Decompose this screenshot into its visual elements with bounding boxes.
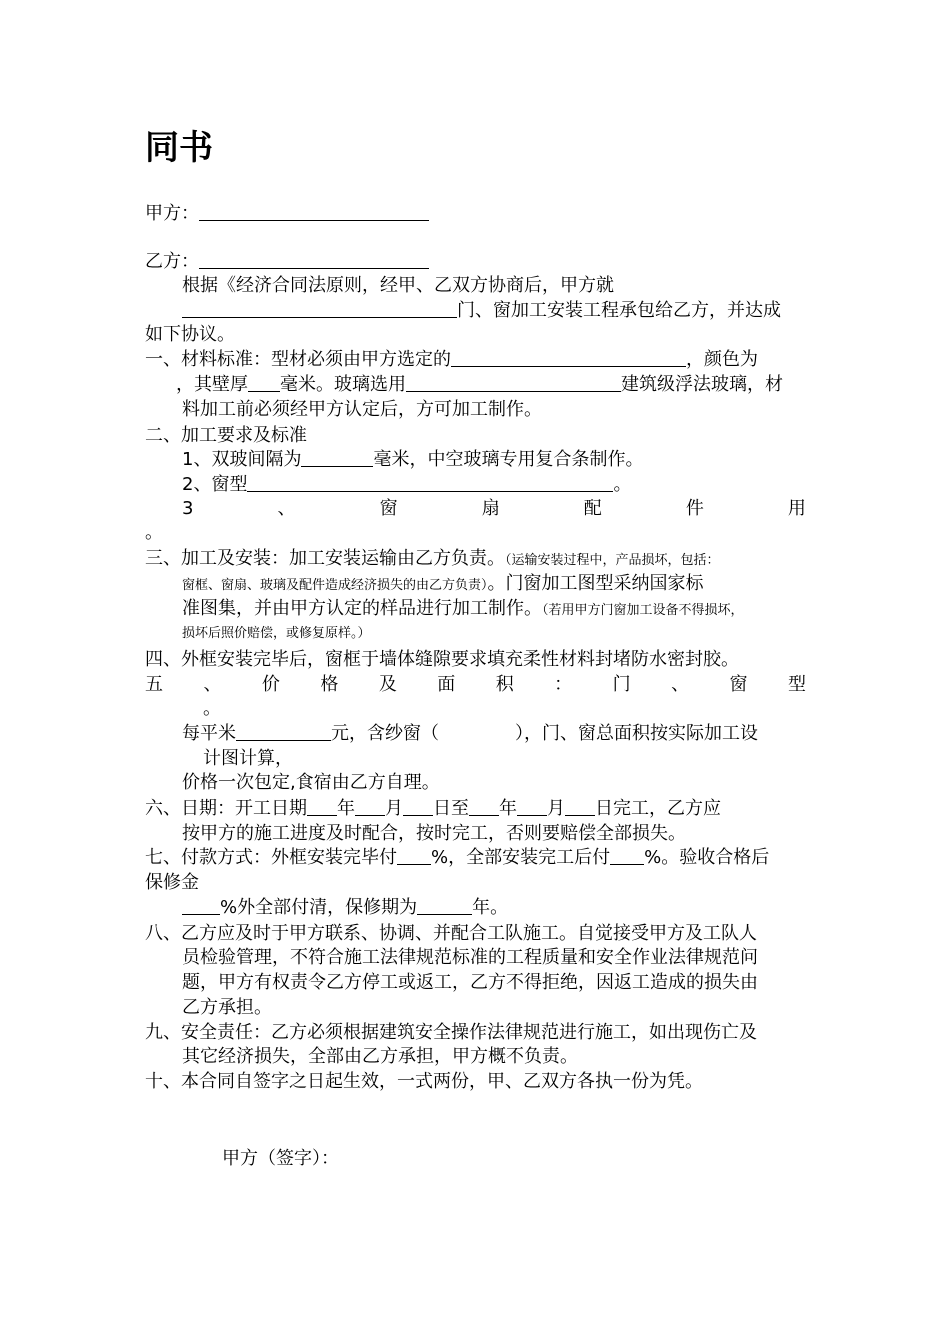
section-2-heading: 二、加工要求及标准 bbox=[145, 425, 307, 446]
glass-blank[interactable] bbox=[406, 373, 621, 392]
section-4: 四、外框安装完毕后，窗框于墙体缝隙要求填充柔性材料封堵防水密封胶。 bbox=[145, 649, 739, 670]
month-label: 月 bbox=[385, 798, 403, 819]
profile-blank[interactable] bbox=[451, 348, 686, 367]
signature-label: 甲方（签字）： bbox=[222, 1148, 339, 1169]
intro-line-3: 如下协议。 bbox=[145, 324, 235, 345]
section-5-char: 面 bbox=[437, 674, 456, 695]
intro-line-2-text: 门、窗加工安装工程承包给乙方，并达成 bbox=[457, 300, 781, 321]
section-3-text-b: 。门窗加工图型采纳国家标 bbox=[487, 573, 704, 594]
section-1-line-3: 料加工前必须经甲方认定后，方可加工制作。 bbox=[182, 399, 542, 420]
section-5-char: 窗 bbox=[729, 674, 748, 695]
section-8-line-2: 员检验管理，不符合施工法律规范标准的工程质量和安全作业法律规范问 bbox=[182, 947, 758, 968]
section-8-line-1: 八、乙方应及时于甲方联系、协调、并配合工队施工。自觉接受甲方及工队人 bbox=[145, 923, 757, 944]
section-5-line-3: 计图计算， bbox=[203, 748, 293, 769]
section-2-item-1 bbox=[182, 448, 643, 472]
section-3-line-2 bbox=[182, 572, 704, 598]
spacing-blank[interactable] bbox=[301, 448, 373, 467]
item-3-char: 件 bbox=[685, 498, 704, 519]
thickness-blank[interactable] bbox=[248, 373, 280, 392]
section-3-line-1 bbox=[145, 547, 720, 573]
section-5-char: 型 bbox=[787, 674, 806, 695]
item-3-char: 窗 bbox=[379, 498, 398, 519]
end-day-blank[interactable] bbox=[565, 797, 595, 816]
frame-payment-blank[interactable] bbox=[397, 846, 431, 865]
window-type-blank[interactable] bbox=[247, 473, 613, 492]
section-2-item-2 bbox=[182, 473, 631, 497]
section-6-line-1 bbox=[145, 797, 721, 821]
warranty-years-blank[interactable] bbox=[417, 896, 472, 915]
section-5-char: ： bbox=[554, 674, 573, 695]
project-blank[interactable] bbox=[182, 299, 457, 318]
section-3-line-3 bbox=[182, 597, 744, 623]
section-1-line-1 bbox=[145, 348, 758, 372]
section-1-text-a: 一、材料标准：型材必须由甲方选定的 bbox=[145, 349, 451, 370]
section-1-text-d: 毫米。玻璃选用 bbox=[280, 374, 406, 395]
section-2-item-2-a: 2、窗型 bbox=[182, 474, 248, 495]
party-a-line bbox=[145, 202, 429, 226]
start-day-blank[interactable] bbox=[403, 797, 433, 816]
item-3-char: 扇 bbox=[481, 498, 500, 519]
section-2-item-3-end: 。 bbox=[145, 522, 163, 543]
item-3-char: 配 bbox=[583, 498, 602, 519]
section-8-line-4: 乙方承担。 bbox=[182, 997, 272, 1018]
section-5-line-2 bbox=[182, 722, 758, 746]
item-3-char: 3 bbox=[182, 498, 194, 519]
section-5-line-1 bbox=[145, 673, 806, 697]
section-3-note-a: （运输安装过程中，产品损坏，包括： bbox=[505, 553, 720, 568]
section-7-line-1 bbox=[145, 846, 769, 870]
section-2-item-2-b: 。 bbox=[613, 474, 632, 495]
section-3-note-b: 窗框、窗扇、玻璃及配件造成经济损失的由乙方负责） bbox=[182, 578, 488, 593]
section-1-text-b: ，颜色为 bbox=[686, 349, 758, 370]
section-6-text-a: 六、日期：开工日期 bbox=[145, 798, 307, 819]
start-month-blank[interactable] bbox=[355, 797, 385, 816]
month-label: 月 bbox=[547, 798, 565, 819]
start-year-blank[interactable] bbox=[307, 797, 337, 816]
section-3-line-4: 损坏后照价赔偿，或修复原样。） bbox=[182, 626, 371, 641]
section-6-line-2: 按甲方的施工进度及时配合，按时完工，否则要赔偿全部损失。 bbox=[182, 823, 686, 844]
section-1-text-c: ，其壁厚 bbox=[176, 374, 248, 395]
page-title: 同书 bbox=[145, 128, 213, 168]
price-blank[interactable] bbox=[236, 722, 331, 741]
section-5-text-a: 每平米 bbox=[182, 723, 236, 744]
section-5-end: 。 bbox=[203, 698, 221, 719]
section-10: 十、本合同自签字之日起生效，一式两份，甲、乙双方各执一份为凭。 bbox=[145, 1071, 703, 1092]
item-3-char: 、 bbox=[277, 498, 296, 519]
party-a-label: 甲方： bbox=[145, 203, 199, 224]
section-9-line-2: 其它经济损失，全部由乙方承担，甲方概不负责。 bbox=[182, 1046, 578, 1067]
section-2-item-1-b: 毫米，中空玻璃专用复合条制作。 bbox=[373, 449, 644, 470]
year-label: 年 bbox=[499, 798, 517, 819]
day-end-label: 日完工，乙方应 bbox=[595, 798, 721, 819]
end-year-blank[interactable] bbox=[469, 797, 499, 816]
section-7-line-2: 保修金 bbox=[145, 872, 199, 893]
warranty-percent-blank[interactable] bbox=[182, 896, 220, 915]
section-7-line-3 bbox=[182, 896, 508, 920]
party-b-blank[interactable] bbox=[199, 250, 429, 269]
section-7-text-d: %外全部付清，保修期为 bbox=[220, 897, 418, 918]
section-8-line-3: 题，甲方有权责令乙方停工或返工，乙方不得拒绝，因返工造成的损失由 bbox=[182, 972, 758, 993]
party-b-label: 乙方： bbox=[145, 251, 199, 272]
section-7-text-a: 七、付款方式：外框安装完毕付 bbox=[145, 847, 397, 868]
section-2-item-3 bbox=[182, 497, 806, 521]
section-5-line-4: 价格一次包定,食宿由乙方自理。 bbox=[182, 772, 440, 793]
section-5-text-b: 元，含纱窗（ bbox=[331, 723, 439, 744]
section-3-note-c: （若用甲方门窗加工设备不得损坏， bbox=[542, 603, 744, 618]
section-5-char: 积 bbox=[495, 674, 514, 695]
section-5-text-c: ），门、窗总面积按实际加工设 bbox=[515, 723, 758, 744]
section-5-char: 格 bbox=[320, 674, 339, 695]
end-month-blank[interactable] bbox=[517, 797, 547, 816]
party-b-line bbox=[145, 250, 429, 274]
section-5-char: 及 bbox=[378, 674, 397, 695]
party-a-blank[interactable] bbox=[199, 202, 429, 221]
section-7-text-e: 年。 bbox=[472, 897, 509, 918]
section-5-char: 五 bbox=[145, 674, 163, 695]
section-5-char: 价 bbox=[261, 674, 280, 695]
day-to-label: 日至 bbox=[433, 798, 469, 819]
section-7-text-c: %。验收合格后 bbox=[644, 847, 770, 868]
item-3-char: 用 bbox=[787, 498, 806, 519]
year-label: 年 bbox=[337, 798, 355, 819]
section-5-char: 、 bbox=[203, 674, 222, 695]
intro-line-1: 根据《经济合同法原则，经甲、乙双方协商后，甲方就 bbox=[182, 275, 614, 296]
final-payment-blank[interactable] bbox=[610, 846, 644, 865]
section-3-text-a: 三、加工及安装：加工安装运输由乙方负责。 bbox=[145, 548, 505, 569]
section-1-line-2 bbox=[176, 373, 783, 397]
section-3-text-c: 准图集，并由甲方认定的样品进行加工制作。 bbox=[182, 598, 542, 619]
section-2-item-1-a: 1、双玻间隔为 bbox=[182, 449, 302, 470]
section-5-char: 、 bbox=[671, 674, 690, 695]
section-7-text-b: %，全部安装完工后付 bbox=[431, 847, 611, 868]
section-9-line-1: 九、安全责任：乙方必须根据建筑安全操作法律规范进行施工，如出现伤亡及 bbox=[145, 1022, 757, 1043]
section-1-text-e: 建筑级浮法玻璃，材 bbox=[621, 374, 783, 395]
intro-line-2 bbox=[182, 299, 781, 323]
section-5-char: 门 bbox=[612, 674, 631, 695]
